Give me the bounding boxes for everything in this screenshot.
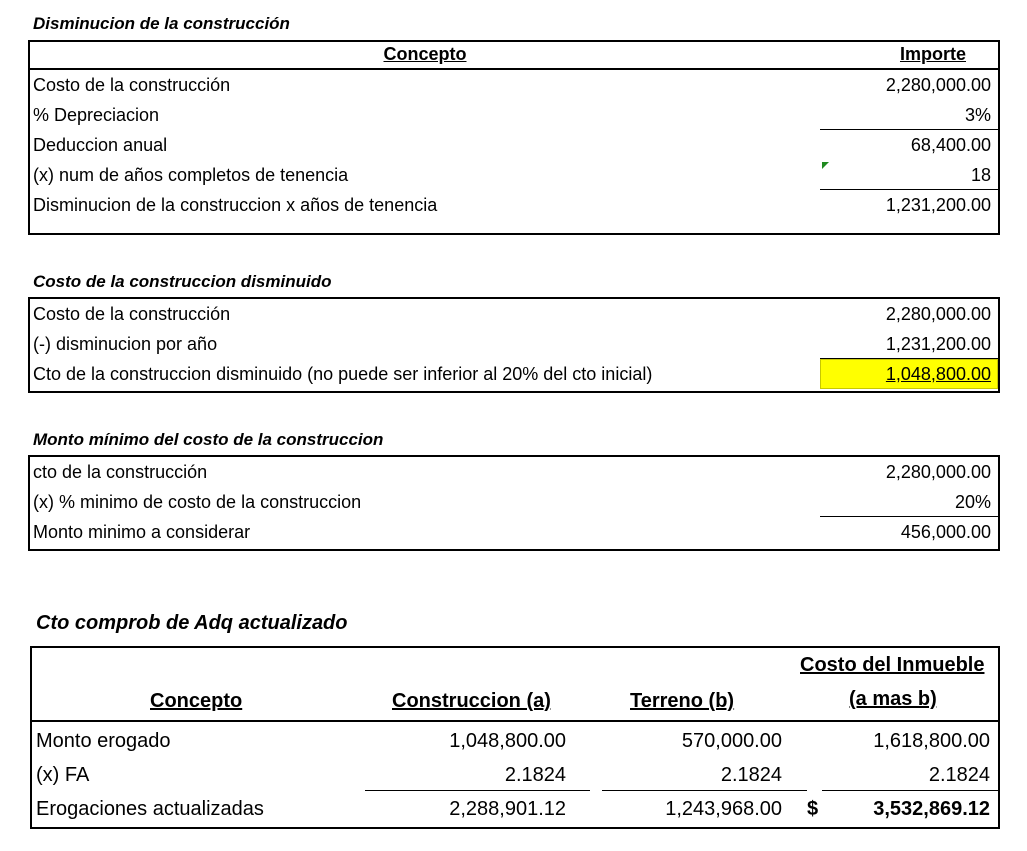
section-disminucion-title: Disminucion de la construcción [33,14,290,33]
table-row [30,359,998,389]
cto-comprob-table [30,646,1000,829]
row-value-highlighted: 1,048,800.00 [885,364,991,384]
header-separator [32,720,998,722]
header-importe: Importe [899,44,966,64]
section-costo-disminuido-title: Costo de la construccion disminuido [33,272,332,291]
row-construccion: 1,048,800.00 [449,730,566,752]
section-cto-comprob-title: Cto comprob de Adq actualizado [36,612,348,634]
header-concepto: Concepto [383,44,467,64]
row-construccion: 2.1824 [504,764,566,786]
table-row [30,457,998,487]
currency-symbol: $ [807,798,819,820]
row-value: 20% [954,492,991,512]
table-row [30,487,998,517]
row-label: Cto de la construccion disminuido (no puede ser inferior al 20% del cto inicial) [33,364,653,384]
construccion-underline [365,790,590,791]
row-concepto: (x) FA [36,764,90,786]
row-costo: 2.1824 [928,764,990,786]
row-label: (x) num de años completos de tenencia [33,165,349,185]
row-value: 2,280,000.00 [885,304,991,324]
row-value: 18 [970,165,991,185]
row-label: Costo de la construcción [33,304,231,324]
row-concepto: Erogaciones actualizadas [36,798,264,820]
monto-minimo-table [28,455,1000,551]
disminucion-table [28,40,1000,235]
header-costo-inmueble: Costo del Inmueble [800,654,985,676]
row-value: 3% [964,105,991,125]
terreno-underline [602,790,807,791]
row-label: Disminucion de la construccion x años de tenencia [33,195,438,215]
row-construccion: 2,288,901.12 [449,798,566,820]
row-costo-total: 3,532,869.12 [873,798,990,820]
header-costo-formula: (a mas b) [849,688,937,710]
row-concepto: Monto erogado [36,730,171,752]
row-label: % Depreciacion [33,105,160,125]
row-label: cto de la construcción [33,462,208,482]
row-label: (x) % minimo de costo de la construccion [33,492,362,512]
table-row [30,160,998,190]
row-label: Deduccion anual [33,135,168,155]
header-concepto: Concepto [150,690,243,712]
row-value: 456,000.00 [900,522,991,542]
costo-underline [822,790,1000,791]
row-label: Monto minimo a considerar [33,522,251,542]
row-costo: 1,618,800.00 [873,730,990,752]
row-value: 1,231,200.00 [885,195,991,215]
header-construccion: Construccion (a) [392,690,551,712]
row-value: 68,400.00 [910,135,991,155]
cell-comment-marker-icon [822,162,829,169]
costo-disminuido-table [28,297,1000,393]
row-label: (-) disminucion por año [33,334,218,354]
table-row [30,70,998,100]
row-value: 2,280,000.00 [885,75,991,95]
table-row [30,329,998,359]
row-terreno: 570,000.00 [681,730,782,752]
table-row [30,100,998,130]
row-terreno: 1,243,968.00 [665,798,782,820]
row-value: 1,231,200.00 [885,334,991,354]
section-monto-minimo-title: Monto mínimo del costo de la construccion [33,430,384,449]
table-row [30,190,998,220]
table-row [30,299,998,329]
row-value: 2,280,000.00 [885,462,991,482]
table-row [30,517,998,547]
row-terreno: 2.1824 [720,764,782,786]
header-terreno: Terreno (b) [630,690,735,712]
table-row [30,130,998,160]
disminucion-header [30,42,998,70]
row-label: Costo de la construcción [33,75,231,95]
